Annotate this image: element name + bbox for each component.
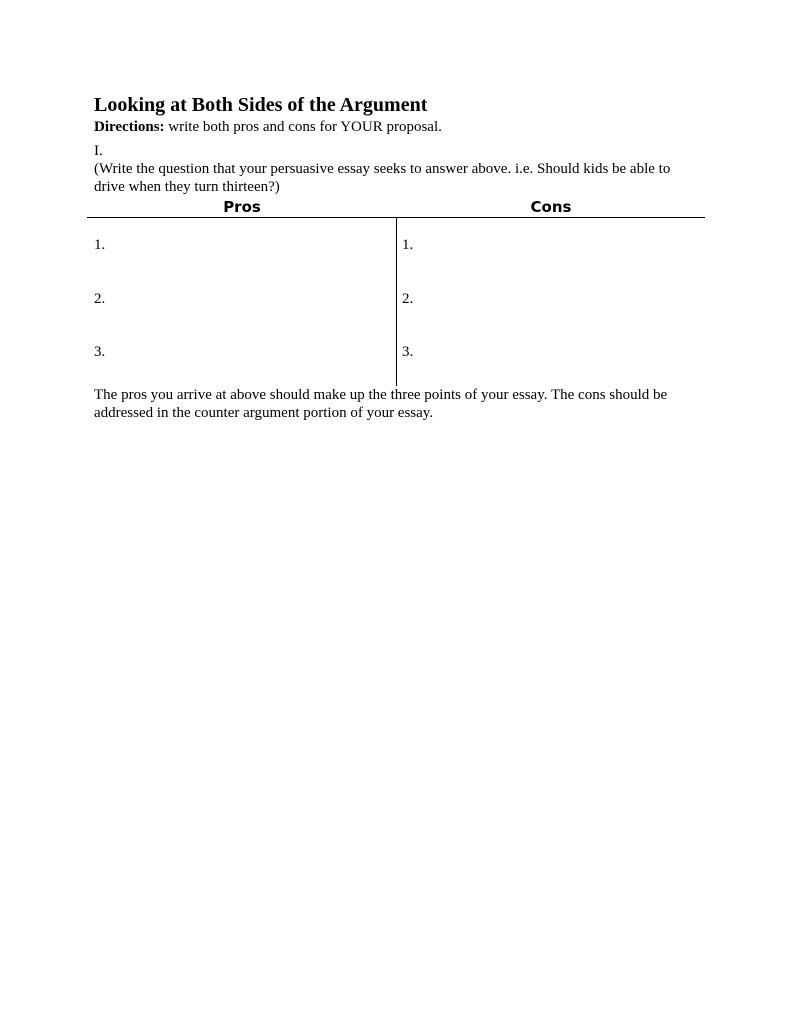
page-title: Looking at Both Sides of the Argument xyxy=(94,94,428,116)
cons-item-1: 1. xyxy=(402,237,414,253)
pros-item-3: 3. xyxy=(94,344,106,360)
closing-note: The pros you arrive at above should make up the three points of your essay. The cons should be addressed in the counter argument portion of your essay. xyxy=(94,387,668,421)
pros-column-header: Pros xyxy=(223,198,261,216)
cons-item-2: 2. xyxy=(402,291,414,307)
table-column-divider xyxy=(396,217,397,386)
directions-label: Directions: xyxy=(94,119,165,135)
section-numeral: I. xyxy=(94,143,103,159)
cons-item-3: 3. xyxy=(402,344,414,360)
question-instructions: (Write the question that your persuasive essay seeks to answer above. i.e. Should kids be able to drive when they turn thirteen?) xyxy=(94,161,671,195)
pros-item-2: 2. xyxy=(94,291,106,307)
directions-line xyxy=(94,118,442,137)
cons-column-header: Cons xyxy=(530,198,572,216)
pros-item-1: 1. xyxy=(94,237,106,253)
directions-text: write both pros and cons for YOUR proposal. xyxy=(164,119,442,135)
